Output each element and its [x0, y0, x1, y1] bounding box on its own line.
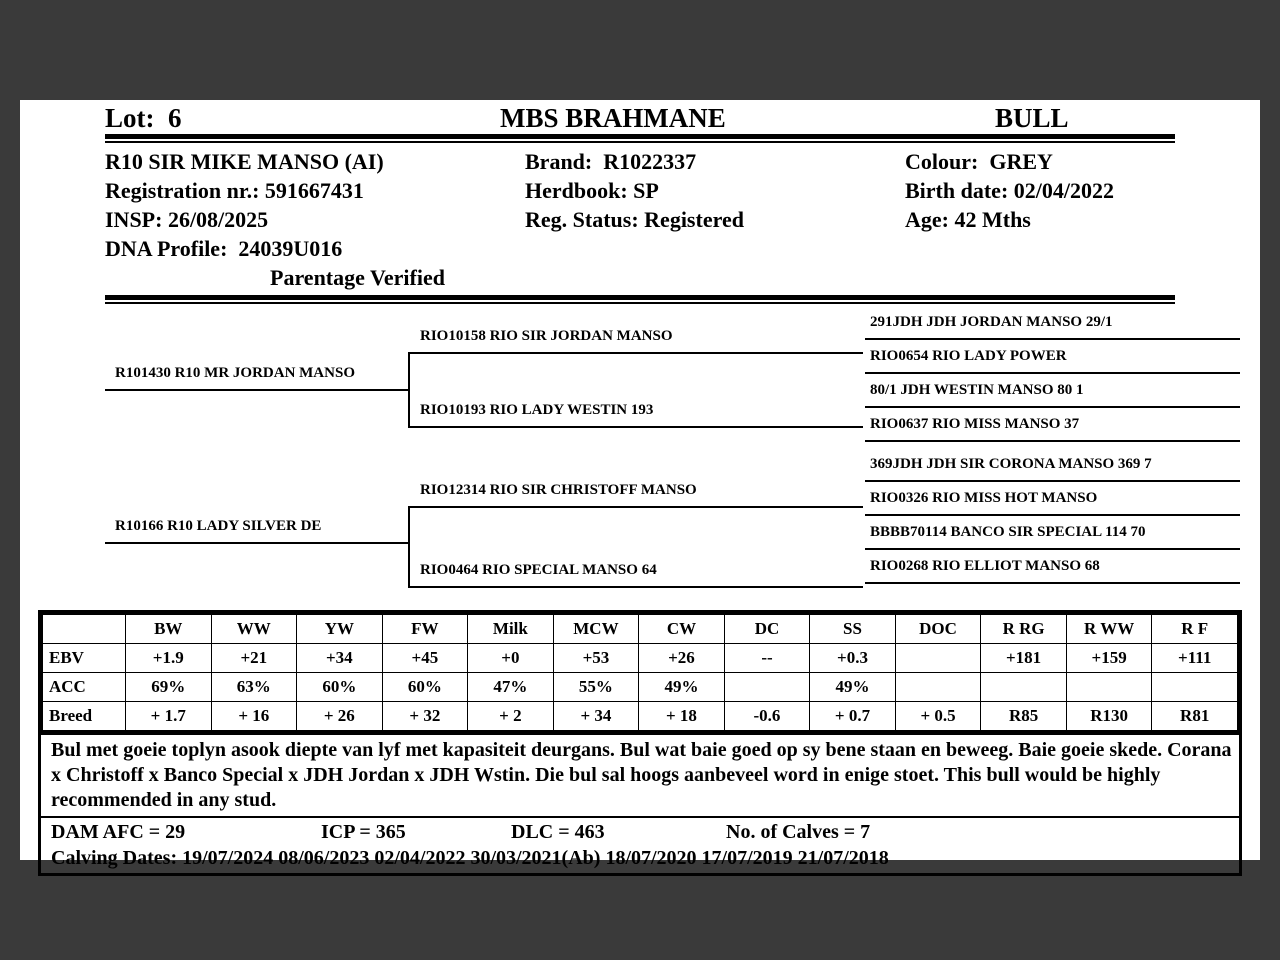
notes-container — [38, 735, 1242, 876]
pedigree-gg-7: BBBB70114 BANCO SIR SPECIAL 114 70 — [870, 524, 1146, 540]
breed-cell: + 0.7 — [810, 702, 896, 731]
catalogue-sheet — [20, 100, 1260, 869]
pedigree-gg-3: 80/1 JDH WESTIN MANSO 80 1 — [870, 382, 1084, 398]
pedigree-gg-5: 369JDH JDH SIR CORONA MANSO 369 7 — [870, 456, 1152, 472]
info-row-2 — [105, 176, 1175, 205]
pedigree-line-gg3 — [865, 406, 1240, 408]
breed-cell: + 0.5 — [895, 702, 981, 731]
ebv-col-ww: WW — [211, 615, 297, 644]
pedigree-sire-sire: RIO10158 RIO SIR JORDAN MANSO — [420, 328, 673, 344]
parentage-verified: Parentage Verified — [270, 265, 445, 290]
calving-dates: Calving Dates: 19/07/2024 08/06/2023 02/04/2022 30/03/2021(Ab) 18/07/2020 17/07/2019 21/07/2018 — [51, 847, 889, 869]
animal-info-block — [105, 147, 1175, 304]
pedigree-gg-4: RIO0637 RIO MISS MANSO 37 — [870, 416, 1080, 432]
acc-cell: 60% — [382, 673, 468, 702]
pedigree-line-gg8 — [865, 582, 1240, 584]
animal-dna-profile: DNA Profile: 24039U016 — [105, 236, 343, 261]
table-row — [43, 644, 1238, 673]
pedigree-dam: R10166 R10 LADY SILVER DE — [115, 518, 322, 534]
pedigree-line-ss — [408, 352, 863, 354]
ebv-cell — [895, 644, 981, 673]
ebv-cell: +26 — [639, 644, 725, 673]
dam-no-of-calves: No. of Calves = 7 — [726, 821, 871, 843]
header-rule — [105, 141, 1175, 143]
ebv-col-yw: YW — [297, 615, 383, 644]
acc-cell — [1152, 673, 1238, 702]
acc-cell — [981, 673, 1067, 702]
ebv-row-label: EBV — [43, 644, 126, 673]
breed-cell: R130 — [1066, 702, 1152, 731]
ebv-table-container — [38, 610, 1242, 735]
dam-dlc: DLC = 463 — [511, 821, 605, 843]
acc-cell — [1066, 673, 1152, 702]
ebv-col-doc: DOC — [895, 615, 981, 644]
pedigree-gg-1: 291JDH JDH JORDAN MANSO 29/1 — [870, 314, 1113, 330]
pedigree-dam-dam: RIO0464 RIO SPECIAL MANSO 64 — [420, 562, 657, 578]
pedigree-sire-dam: RIO10193 RIO LADY WESTIN 193 — [420, 402, 654, 418]
ebv-col-ss: SS — [810, 615, 896, 644]
dam-stats-block — [41, 818, 1239, 873]
pedigree-dam-sire: RIO12314 RIO SIR CHRISTOFF MANSO — [420, 482, 697, 498]
pedigree-line-gg4 — [865, 440, 1240, 442]
ebv-cell: +0.3 — [810, 644, 896, 673]
animal-age: Age: 42 Mths — [905, 207, 1031, 232]
table-row — [43, 673, 1238, 702]
pedigree-gg-6: RIO0326 RIO MISS HOT MANSO — [870, 490, 1098, 506]
pedigree-line-gg2 — [865, 372, 1240, 374]
pedigree-line-gg6 — [865, 514, 1240, 516]
pedigree-line-gg1 — [865, 338, 1240, 340]
acc-cell: 63% — [211, 673, 297, 702]
ebv-col-bw: BW — [126, 615, 212, 644]
acc-cell: 49% — [639, 673, 725, 702]
pedigree-gg-8: RIO0268 RIO ELLIOT MANSO 68 — [870, 558, 1100, 574]
breed-cell: + 1.7 — [126, 702, 212, 731]
ebv-col-mcw: MCW — [553, 615, 639, 644]
pedigree-connector-dam — [408, 506, 410, 586]
sex-title: BULL — [995, 103, 1069, 133]
ebv-cell: +159 — [1066, 644, 1152, 673]
info-row-1 — [105, 147, 1175, 176]
ebv-col-rf: R F — [1152, 615, 1238, 644]
ebv-col-dc: DC — [724, 615, 810, 644]
acc-cell: 60% — [297, 673, 383, 702]
lot-number: Lot: 6 — [105, 103, 182, 133]
dam-stats-row — [51, 819, 1233, 845]
pedigree-gg-2: RIO0654 RIO LADY POWER — [870, 348, 1067, 364]
breed-title: MBS BRAHMANE — [500, 103, 726, 133]
ebv-cell: +181 — [981, 644, 1067, 673]
acc-cell: 49% — [810, 673, 896, 702]
pedigree-line-sd — [408, 426, 863, 428]
animal-insp: INSP: 26/08/2025 — [105, 207, 269, 232]
acc-cell: 55% — [553, 673, 639, 702]
breed-cell: + 32 — [382, 702, 468, 731]
acc-cell — [724, 673, 810, 702]
ebv-col-rww: R WW — [1066, 615, 1152, 644]
pedigree-line-ds — [408, 506, 863, 508]
header-bottom-rule-2 — [105, 302, 1175, 304]
ebv-header-row — [43, 615, 1238, 644]
ebv-col-milk: Milk — [468, 615, 554, 644]
animal-reg-status: Reg. Status: Registered — [525, 207, 744, 232]
ebv-col-fw: FW — [382, 615, 468, 644]
info-row-3 — [105, 205, 1175, 234]
pedigree-line-dd — [408, 586, 863, 588]
pedigree-sire: R101430 R10 MR JORDAN MANSO — [115, 365, 355, 381]
animal-brand: Brand: R1022337 — [525, 149, 697, 174]
ebv-cell: +53 — [553, 644, 639, 673]
breed-row-label: Breed — [43, 702, 126, 731]
description-text: Bul met goeie toplyn asook diepte van lyf met kapasiteit deurgans. Bul wat baie goed op sy bene staan en beweeg. Baie goeie skede. Corana x Christoff x Banco Special x JDH Jordan x JDH Wstin. Die bul sal hoogs aanbeveel word in enige stoet. This bull would be highly recommended in any stud. — [41, 735, 1239, 818]
ebv-table — [42, 614, 1238, 731]
header-bottom-rule — [105, 295, 1175, 300]
animal-birth-date: Birth date: 02/04/2022 — [905, 178, 1114, 203]
animal-registration: Registration nr.: 591667431 — [105, 178, 364, 203]
acc-cell — [895, 673, 981, 702]
breed-cell: R81 — [1152, 702, 1238, 731]
pedigree-line-sire — [105, 389, 410, 391]
breed-cell: -0.6 — [724, 702, 810, 731]
animal-colour: Colour: GREY — [905, 149, 1053, 174]
ebv-cell: +21 — [211, 644, 297, 673]
dam-icp: ICP = 365 — [321, 821, 406, 843]
breed-cell: + 2 — [468, 702, 554, 731]
table-row — [43, 702, 1238, 731]
info-row-4 — [105, 234, 1175, 263]
ebv-cell: +0 — [468, 644, 554, 673]
header-title-row — [105, 100, 1175, 139]
breed-cell: R85 — [981, 702, 1067, 731]
acc-row-label: ACC — [43, 673, 126, 702]
pedigree-line-dam — [105, 542, 410, 544]
acc-cell: 47% — [468, 673, 554, 702]
ebv-cell: +34 — [297, 644, 383, 673]
acc-cell: 69% — [126, 673, 212, 702]
animal-name: R10 SIR MIKE MANSO (AI) — [105, 149, 384, 174]
ebv-col-rrg: R RG — [981, 615, 1067, 644]
breed-cell: + 34 — [553, 702, 639, 731]
breed-cell: + 18 — [639, 702, 725, 731]
dam-afc: DAM AFC = 29 — [51, 821, 186, 843]
ebv-col-cw: CW — [639, 615, 725, 644]
breed-cell: + 26 — [297, 702, 383, 731]
ebv-cell: +45 — [382, 644, 468, 673]
ebv-cell: +111 — [1152, 644, 1238, 673]
pedigree-chart — [20, 310, 1260, 610]
ebv-cell: -- — [724, 644, 810, 673]
pedigree-line-gg7 — [865, 548, 1240, 550]
ebv-cell: +1.9 — [126, 644, 212, 673]
ebv-col-blank — [43, 615, 126, 644]
pedigree-line-gg5 — [865, 480, 1240, 482]
breed-cell: + 16 — [211, 702, 297, 731]
animal-herdbook: Herdbook: SP — [525, 178, 659, 203]
